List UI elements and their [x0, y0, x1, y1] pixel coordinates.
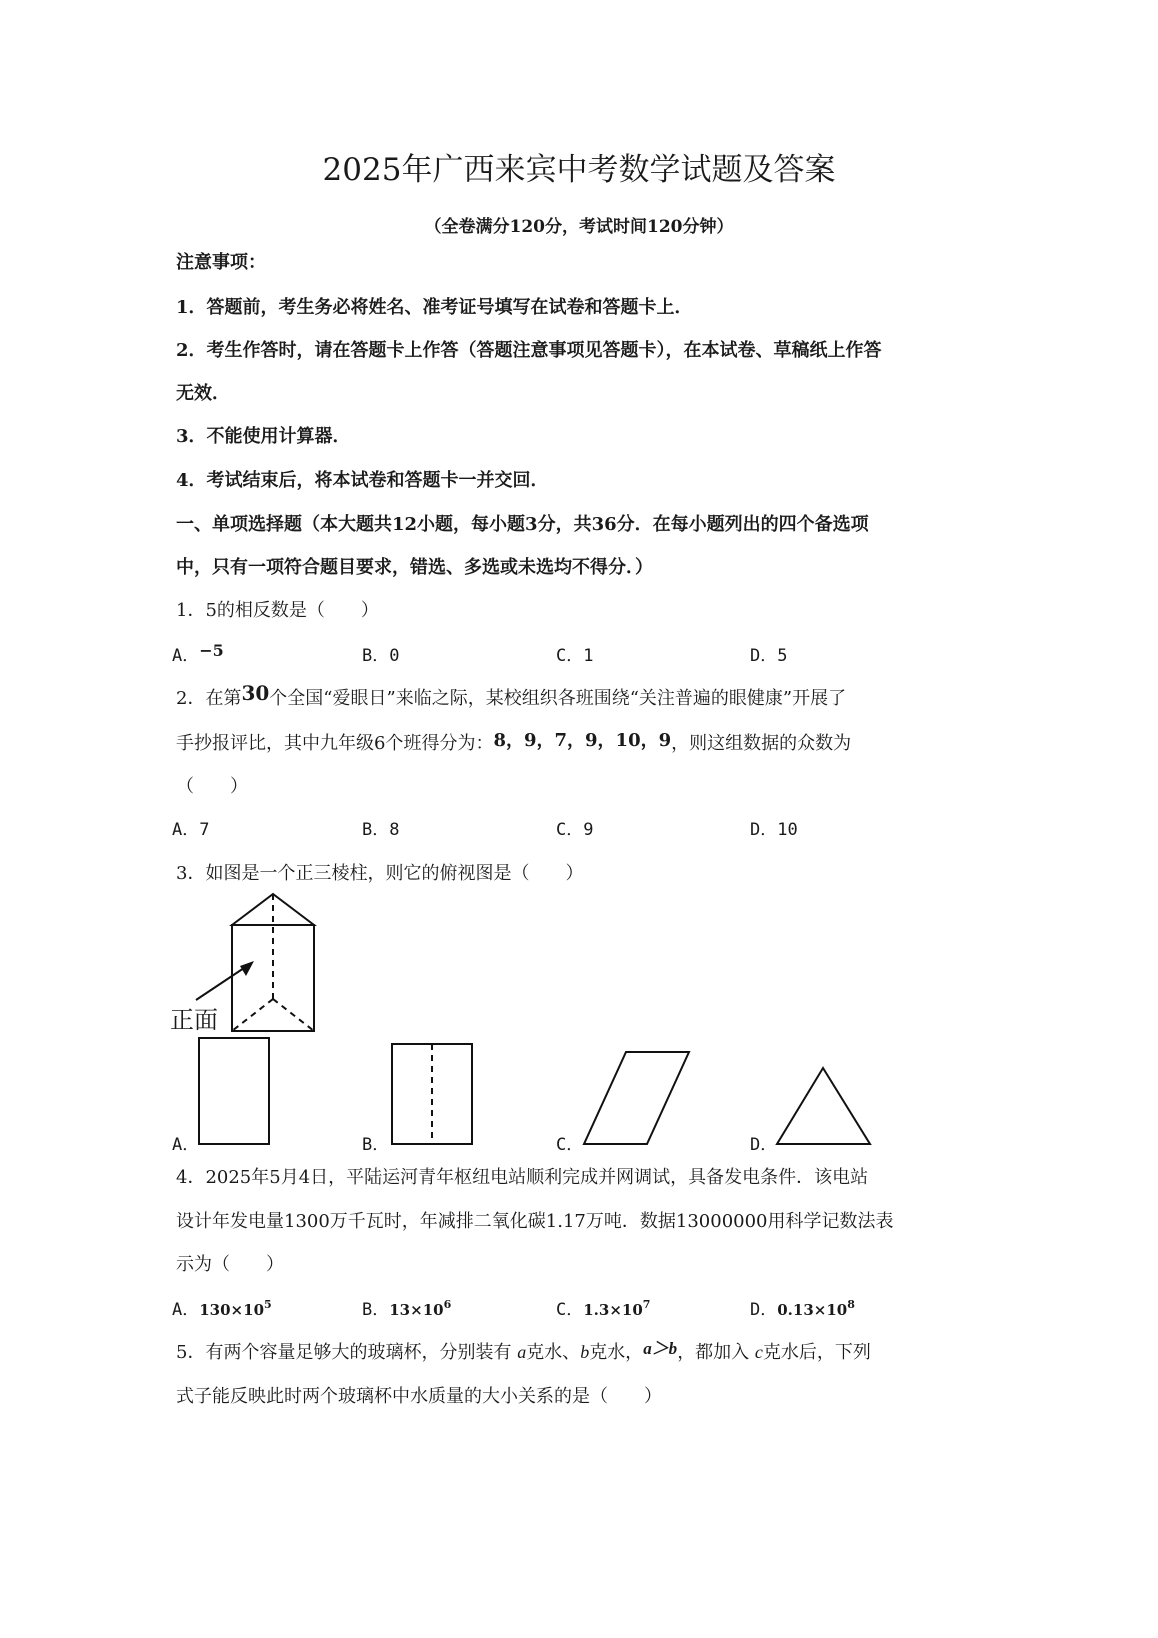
option-letter: D．	[750, 820, 778, 840]
q2-stem-part: 2．在第	[176, 688, 242, 709]
option-letter: C．	[556, 820, 584, 840]
q4-option-b	[362, 1295, 451, 1320]
q5-stem-part: 克水，	[589, 1342, 644, 1363]
sci-base: 130×10	[199, 1301, 265, 1319]
q4-option-d	[750, 1295, 855, 1320]
option-letter: C．	[556, 646, 584, 666]
sci-exponent: 8	[847, 1298, 855, 1311]
q2-number-30: 30	[241, 681, 270, 705]
option-c-parallelogram	[584, 1052, 689, 1144]
option-value: 8	[389, 820, 400, 840]
q2-stem-part: ，则这组数据的众数为	[671, 733, 852, 754]
q5-line1	[176, 1338, 871, 1364]
section1-heading-line2: 中，只有一项符合题目要求，错选、多选或未选均不得分．）	[176, 557, 653, 578]
option-letter: B．	[362, 820, 390, 840]
option-value	[389, 1298, 452, 1319]
q5-stem-part: 克水、	[526, 1342, 581, 1363]
q5-stem-part: 5．有两个容量足够大的玻璃杯，分别装有	[176, 1342, 512, 1363]
front-label: 正面	[170, 1006, 218, 1034]
note-item-2: 2．考生作答时，请在答题卡上作答（答题注意事项见答题卡），在本试卷、草稿纸上作答	[176, 340, 882, 361]
option-value: 1	[583, 646, 594, 666]
section1-heading-line1: 一、单项选择题（本大题共12小题，每小题3分，共36分．在每小题列出的四个备选项	[176, 514, 869, 535]
note-item-2-cont: 无效．	[176, 383, 230, 404]
q2-stem-part: 个全国“爱眼日”来临之际，某校组织各班围绕“关注普遍的眼健康”开展了	[269, 688, 847, 709]
q4-option-a	[172, 1295, 272, 1320]
q3-option-b-label: B．	[362, 1135, 390, 1155]
option-letter: D．	[750, 1300, 778, 1320]
option-value: −5	[199, 641, 224, 660]
q5-var-b: b	[580, 1342, 590, 1362]
option-value	[583, 1298, 651, 1319]
q1-stem: 1．5的相反数是（ ）	[176, 600, 379, 621]
note-item-4: 4．考试结束后，将本试卷和答题卡一并交回．	[176, 470, 549, 491]
q5-stem-part: ，都加入	[677, 1342, 750, 1363]
option-value: 7	[199, 820, 210, 840]
sci-exponent: 6	[443, 1298, 452, 1311]
option-value: 9	[583, 820, 594, 840]
option-letter: A．	[172, 646, 200, 666]
q5-condition: a＞b	[643, 1339, 678, 1358]
page-subtitle: （全卷满分120分，考试时间120分钟）	[424, 217, 734, 237]
option-letter: A．	[172, 820, 200, 840]
q4-line2: 设计年发电量1300万千瓦时，年减排二氧化碳1.17万吨．数据13000000用科学记数法表	[176, 1211, 894, 1232]
option-a-rectangle	[199, 1038, 269, 1144]
q4-line1: 4．2025年5月4日，平陆运河青年枢纽电站顺利完成并网调试，具备发电条件．该电站	[176, 1167, 869, 1188]
notes-heading: 注意事项：	[176, 252, 266, 273]
option-letter: D．	[750, 646, 778, 666]
sci-base: 1.3×10	[583, 1301, 643, 1319]
q5-line2: 式子能反映此时两个玻璃杯中水质量的大小关系的是（ ）	[176, 1386, 662, 1407]
sci-exponent: 5	[264, 1298, 272, 1311]
sci-exponent: 7	[642, 1298, 651, 1311]
option-value: 0	[389, 646, 400, 666]
q3-option-c-label: C．	[556, 1135, 584, 1155]
option-letter: C．	[556, 1300, 584, 1320]
q2-stem-part: 手抄报评比，其中九年级6个班得分为：	[176, 733, 494, 754]
q2-line3: （ ）	[176, 776, 248, 797]
q5-var-c: c	[754, 1342, 763, 1362]
option-value	[199, 1298, 272, 1319]
q2-scores: 8，9，7，9，10，9	[493, 730, 672, 751]
option-value	[777, 1298, 855, 1319]
sci-base: 13×10	[389, 1301, 444, 1319]
option-value: 10	[777, 820, 798, 840]
q5-stem-part: 克水后，下列	[762, 1342, 871, 1363]
option-letter: B．	[362, 646, 390, 666]
q3-option-d-label: D．	[750, 1135, 778, 1155]
q3-stem: 3．如图是一个正三棱柱，则它的俯视图是（ ）	[176, 863, 584, 884]
q5-var-a: a	[517, 1342, 527, 1362]
option-d-triangle	[777, 1068, 870, 1144]
page-title: 2025年广西来宾中考数学试题及答案	[322, 152, 836, 188]
q4-line3: 示为（ ）	[176, 1254, 284, 1275]
option-value: 5	[777, 646, 788, 666]
note-item-3: 3．不能使用计算器．	[176, 426, 351, 447]
option-letter: A．	[172, 1300, 200, 1320]
option-letter: B．	[362, 1300, 390, 1320]
note-item-1: 1．答题前，考生务必将姓名、准考证号填写在试卷和答题卡上．	[176, 297, 693, 318]
q4-option-c	[556, 1295, 650, 1320]
q3-option-a-label: A．	[172, 1135, 200, 1155]
sci-base: 0.13×10	[777, 1301, 848, 1319]
